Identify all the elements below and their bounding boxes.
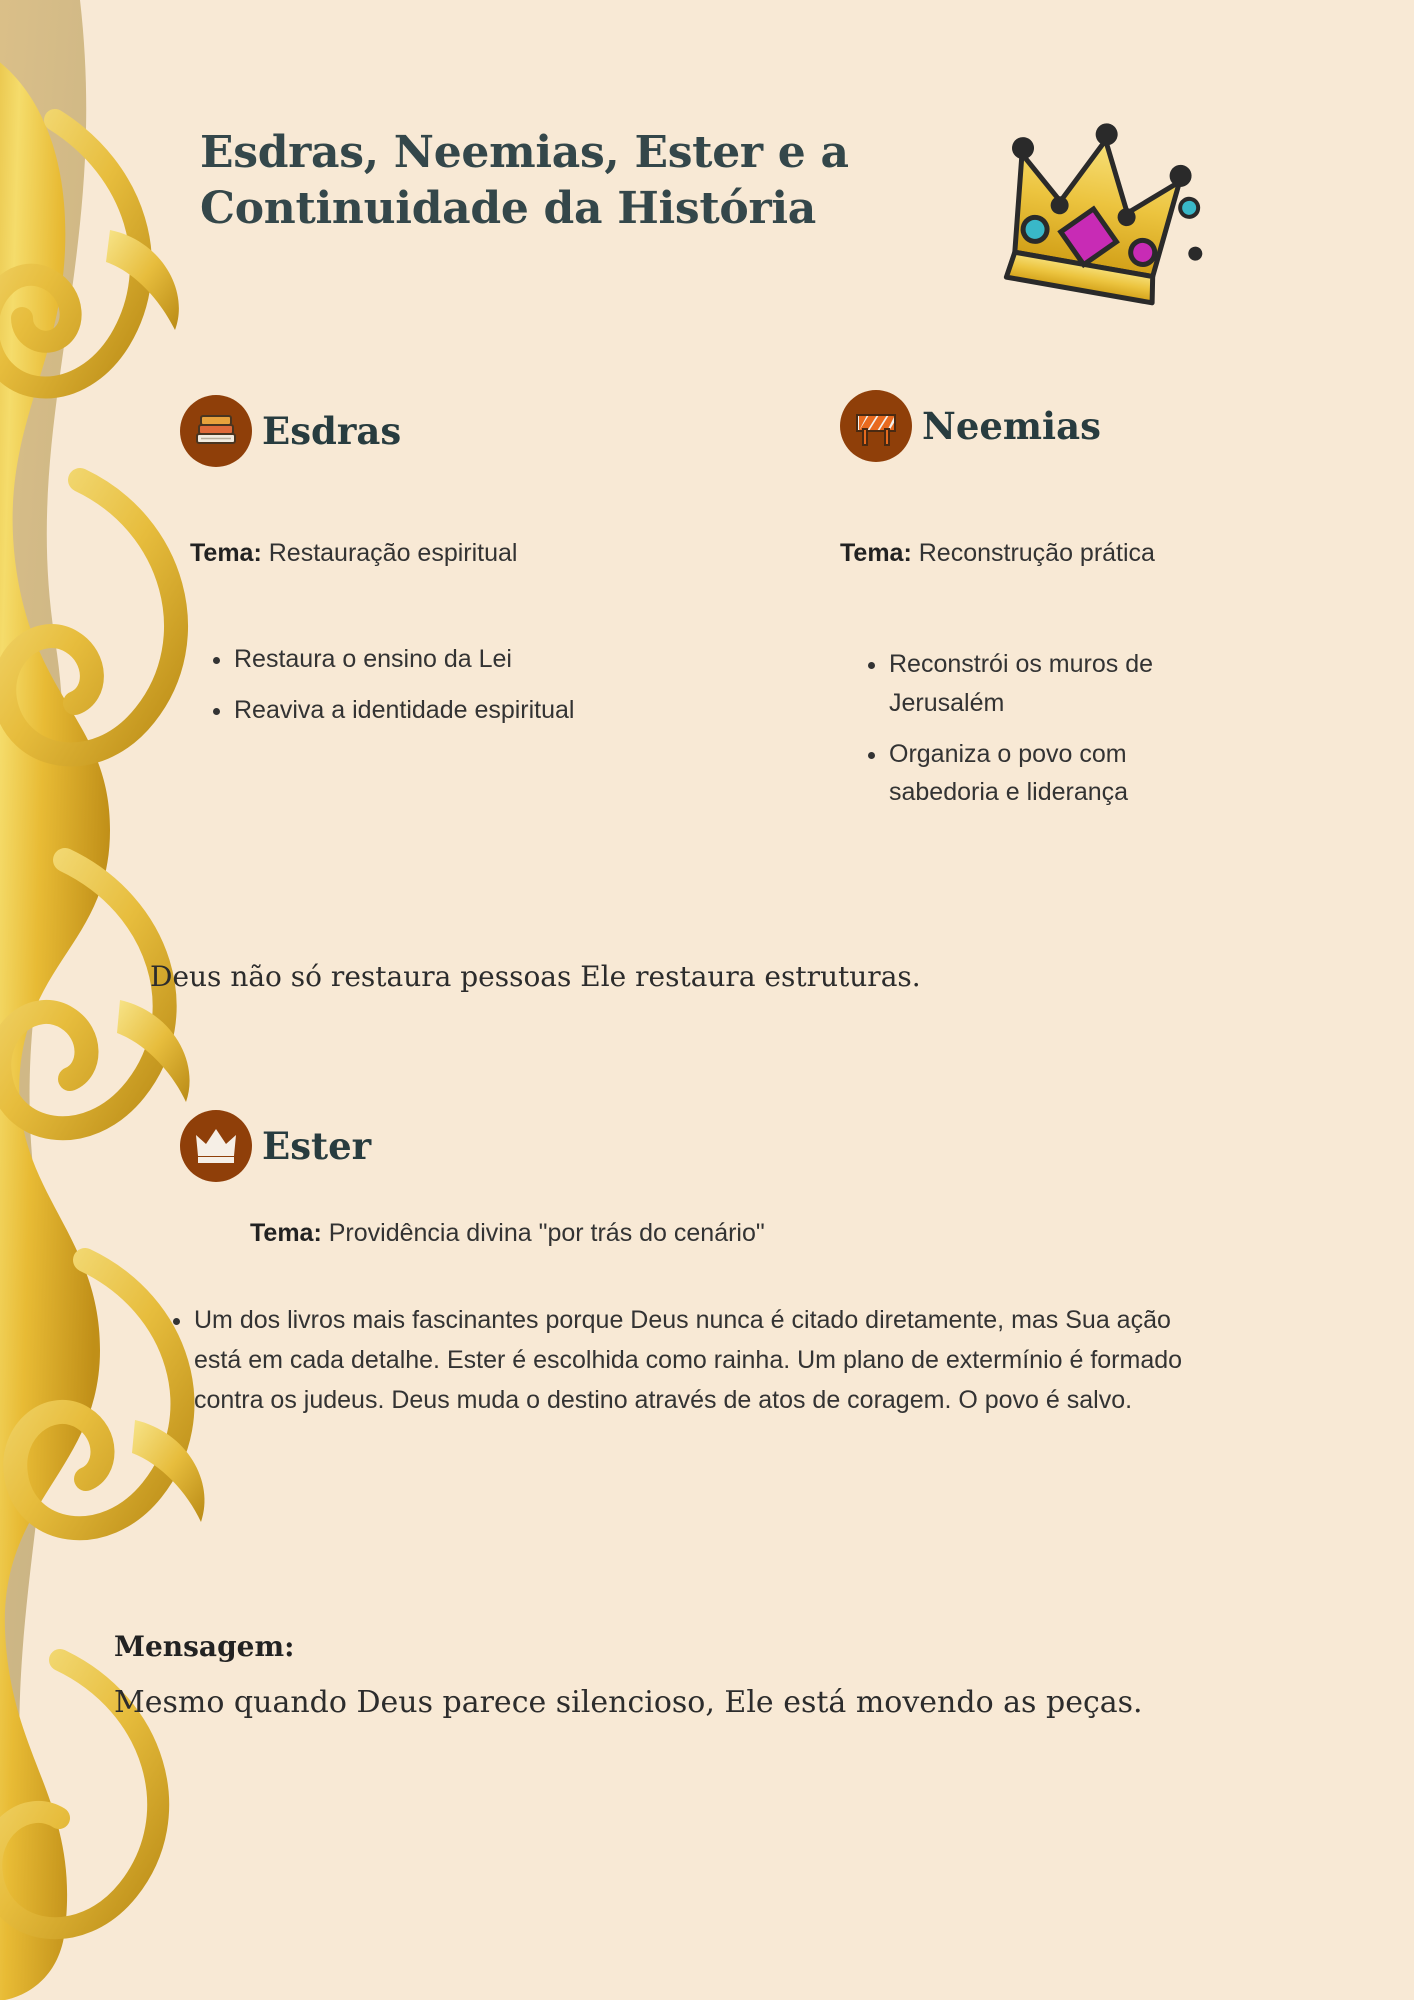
books-icon: [180, 395, 252, 467]
list-item: • Organiza o povo com sabedoria e liderança: [889, 735, 1225, 813]
theme-value-neemias: Reconstrução prática: [918, 539, 1155, 567]
construction-barrier-icon: [840, 390, 912, 462]
list-item: • Reaviva a identidade espiritual: [234, 691, 620, 730]
section-header-esdras: [180, 395, 401, 467]
section-title-neemias: Neemias: [922, 404, 1101, 448]
list-item: • Um dos livros mais fascinantes porque Deus nunca é citado diretamente, mas Sua ação está em cada detalhe. Ester é escolhida como rainha. Um plano de extermínio é formado contra os judeus. Deus muda o destino através de atos de coragem. O povo é salvo.: [194, 1300, 1210, 1420]
crown-illustration-icon: [1000, 120, 1240, 310]
theme-label-neemias: Tema:: [840, 539, 912, 567]
list-item: • Reconstrói os muros de Jerusalém: [889, 645, 1225, 723]
theme-ester: [250, 1215, 1150, 1251]
theme-value-esdras: Restauração espiritual: [268, 539, 518, 567]
message-label: Mensagem:: [114, 1630, 295, 1663]
section-title-esdras: Esdras: [262, 409, 402, 453]
theme-esdras: [190, 535, 640, 571]
page-title: Esdras, Neemias, Ester e a Continuidade da História: [200, 127, 849, 235]
bullet-list-ester: [160, 1300, 1210, 1432]
bullet-list-esdras: [200, 640, 620, 742]
section-header-ester: [180, 1110, 371, 1182]
theme-label-ester: Tema:: [250, 1219, 322, 1247]
section-header-neemias: [840, 390, 1101, 462]
list-item: • Restaura o ensino da Lei: [234, 640, 620, 679]
crown-icon: [180, 1110, 252, 1182]
section-title-ester: Ester: [262, 1124, 372, 1168]
theme-value-ester: Providência divina "por trás do cenário": [328, 1219, 765, 1247]
message-text: Mesmo quando Deus parece silencioso, Ele está movendo as peças.: [114, 1685, 1143, 1720]
bullet-list-neemias: [855, 645, 1225, 824]
quote-text: Deus não só restaura pessoas Ele restaura estruturas.: [150, 960, 921, 993]
theme-label-esdras: Tema:: [190, 539, 262, 567]
theme-neemias: [840, 535, 1220, 571]
